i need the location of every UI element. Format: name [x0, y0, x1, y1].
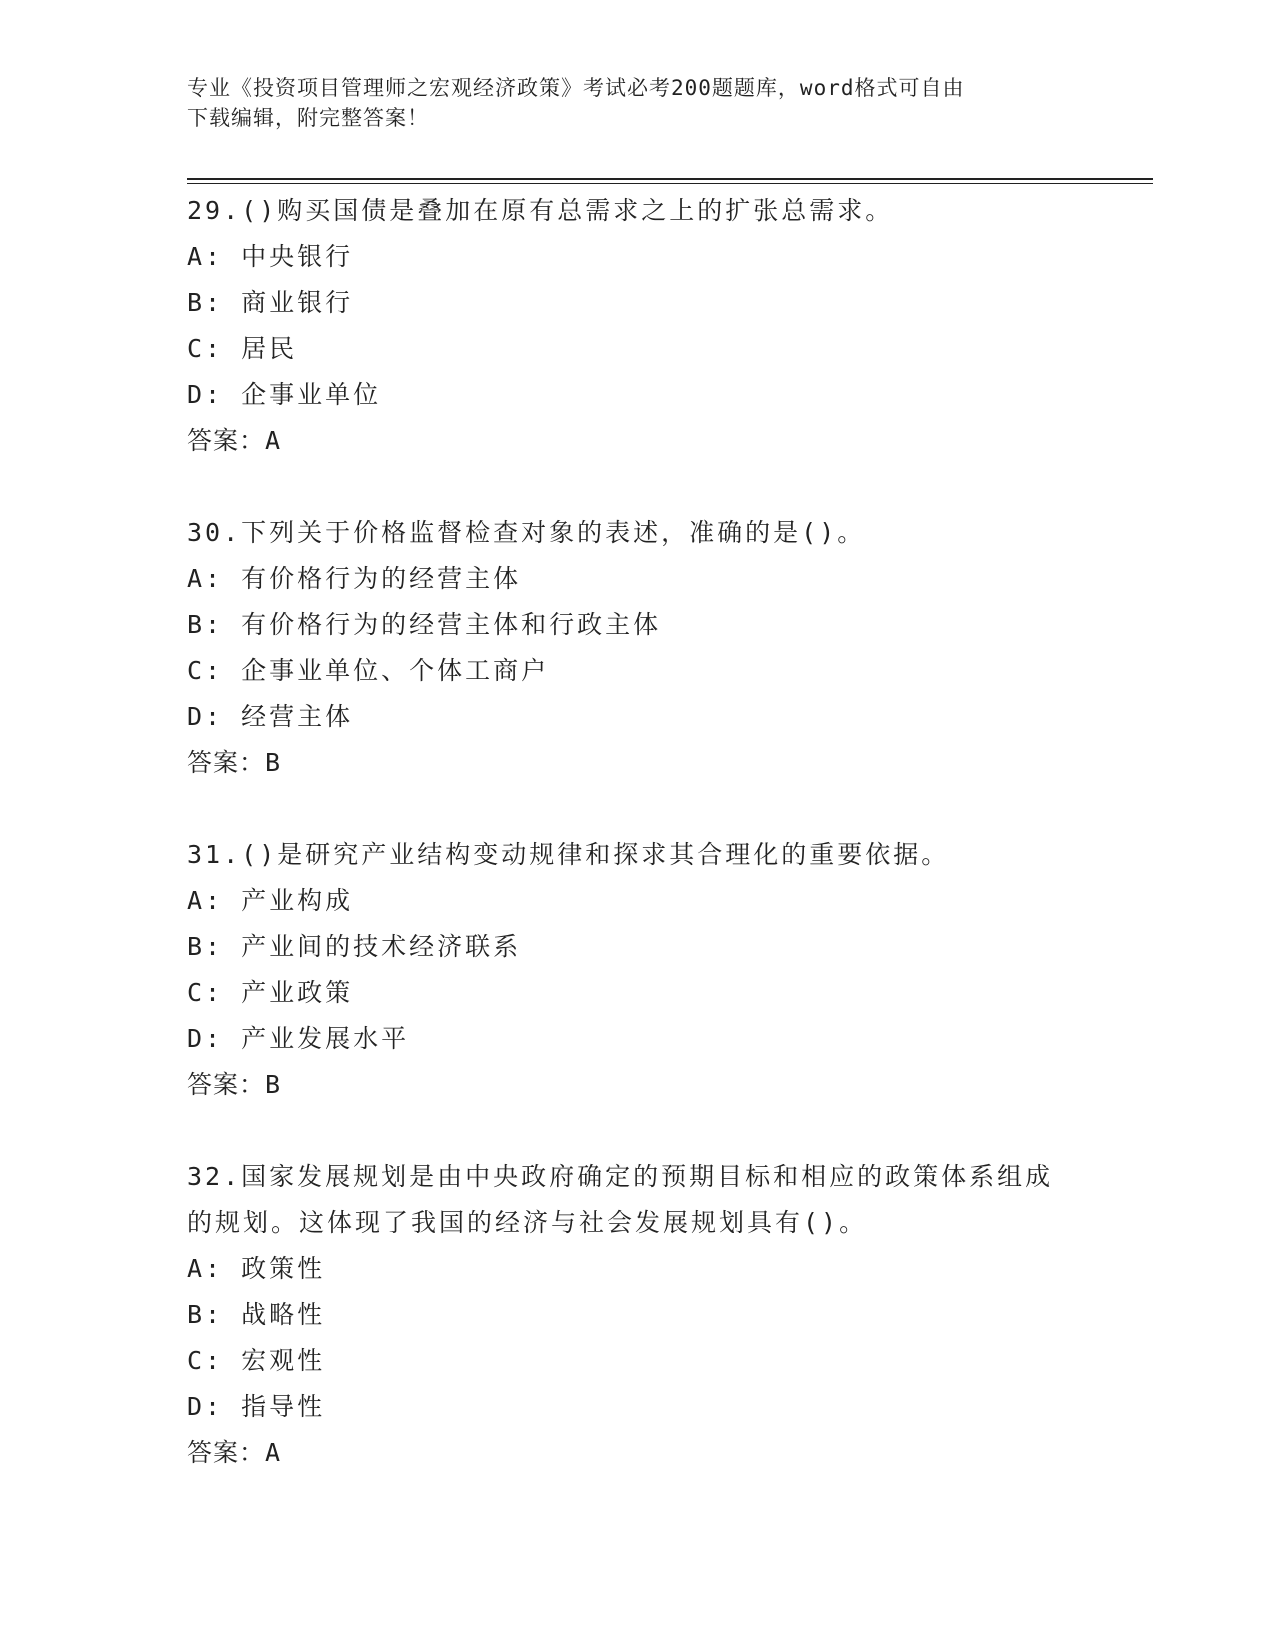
- header-line-1: 专业《投资项目管理师之宏观经济政策》考试必考200题题库，word格式可自由: [187, 76, 965, 100]
- option-c: C: 宏观性: [187, 1346, 326, 1375]
- answer-line: 答案：B: [187, 748, 282, 777]
- header-divider-thick: [187, 178, 1153, 180]
- question-31: [187, 832, 1087, 1108]
- question-stem: 32.国家发展规划是由中央政府确定的预期目标和相应的政策体系组成: [187, 1162, 1054, 1191]
- option-a: A: 政策性: [187, 1254, 326, 1283]
- option-c: C: 企事业单位、个体工商户: [187, 656, 550, 685]
- question-30: [187, 510, 1087, 786]
- question-32: [187, 1154, 1087, 1476]
- header-line-2: 下载编辑，附完整答案！: [187, 106, 429, 130]
- option-d: D: 经营主体: [187, 702, 354, 731]
- answer-line: 答案：A: [187, 1438, 282, 1467]
- option-a: A: 产业构成: [187, 886, 354, 915]
- option-d: D: 指导性: [187, 1392, 326, 1421]
- question-stem: 30.下列关于价格监督检查对象的表述，准确的是()。: [187, 518, 866, 547]
- question-list: [187, 188, 1087, 1522]
- answer-line: 答案：A: [187, 426, 282, 455]
- option-c: C: 产业政策: [187, 978, 354, 1007]
- document-header: [187, 73, 1087, 133]
- option-b: B: 有价格行为的经营主体和行政主体: [187, 610, 662, 639]
- question-stem: 29.()购买国债是叠加在原有总需求之上的扩张总需求。: [187, 196, 894, 225]
- option-d: D: 企事业单位: [187, 380, 382, 409]
- option-c: C: 居民: [187, 334, 298, 363]
- answer-line: 答案：B: [187, 1070, 282, 1099]
- option-d: D: 产业发展水平: [187, 1024, 410, 1053]
- option-b: B: 战略性: [187, 1300, 326, 1329]
- header-divider-thin: [187, 183, 1153, 184]
- question-29: [187, 188, 1087, 464]
- option-b: B: 商业银行: [187, 288, 354, 317]
- option-b: B: 产业间的技术经济联系: [187, 932, 522, 961]
- question-stem: 31.()是研究产业结构变动规律和探求其合理化的重要依据。: [187, 840, 950, 869]
- option-a: A: 有价格行为的经营主体: [187, 564, 522, 593]
- option-a: A: 中央银行: [187, 242, 354, 271]
- question-stem-continued: 的规划。这体现了我国的经济与社会发展规划具有()。: [187, 1208, 868, 1237]
